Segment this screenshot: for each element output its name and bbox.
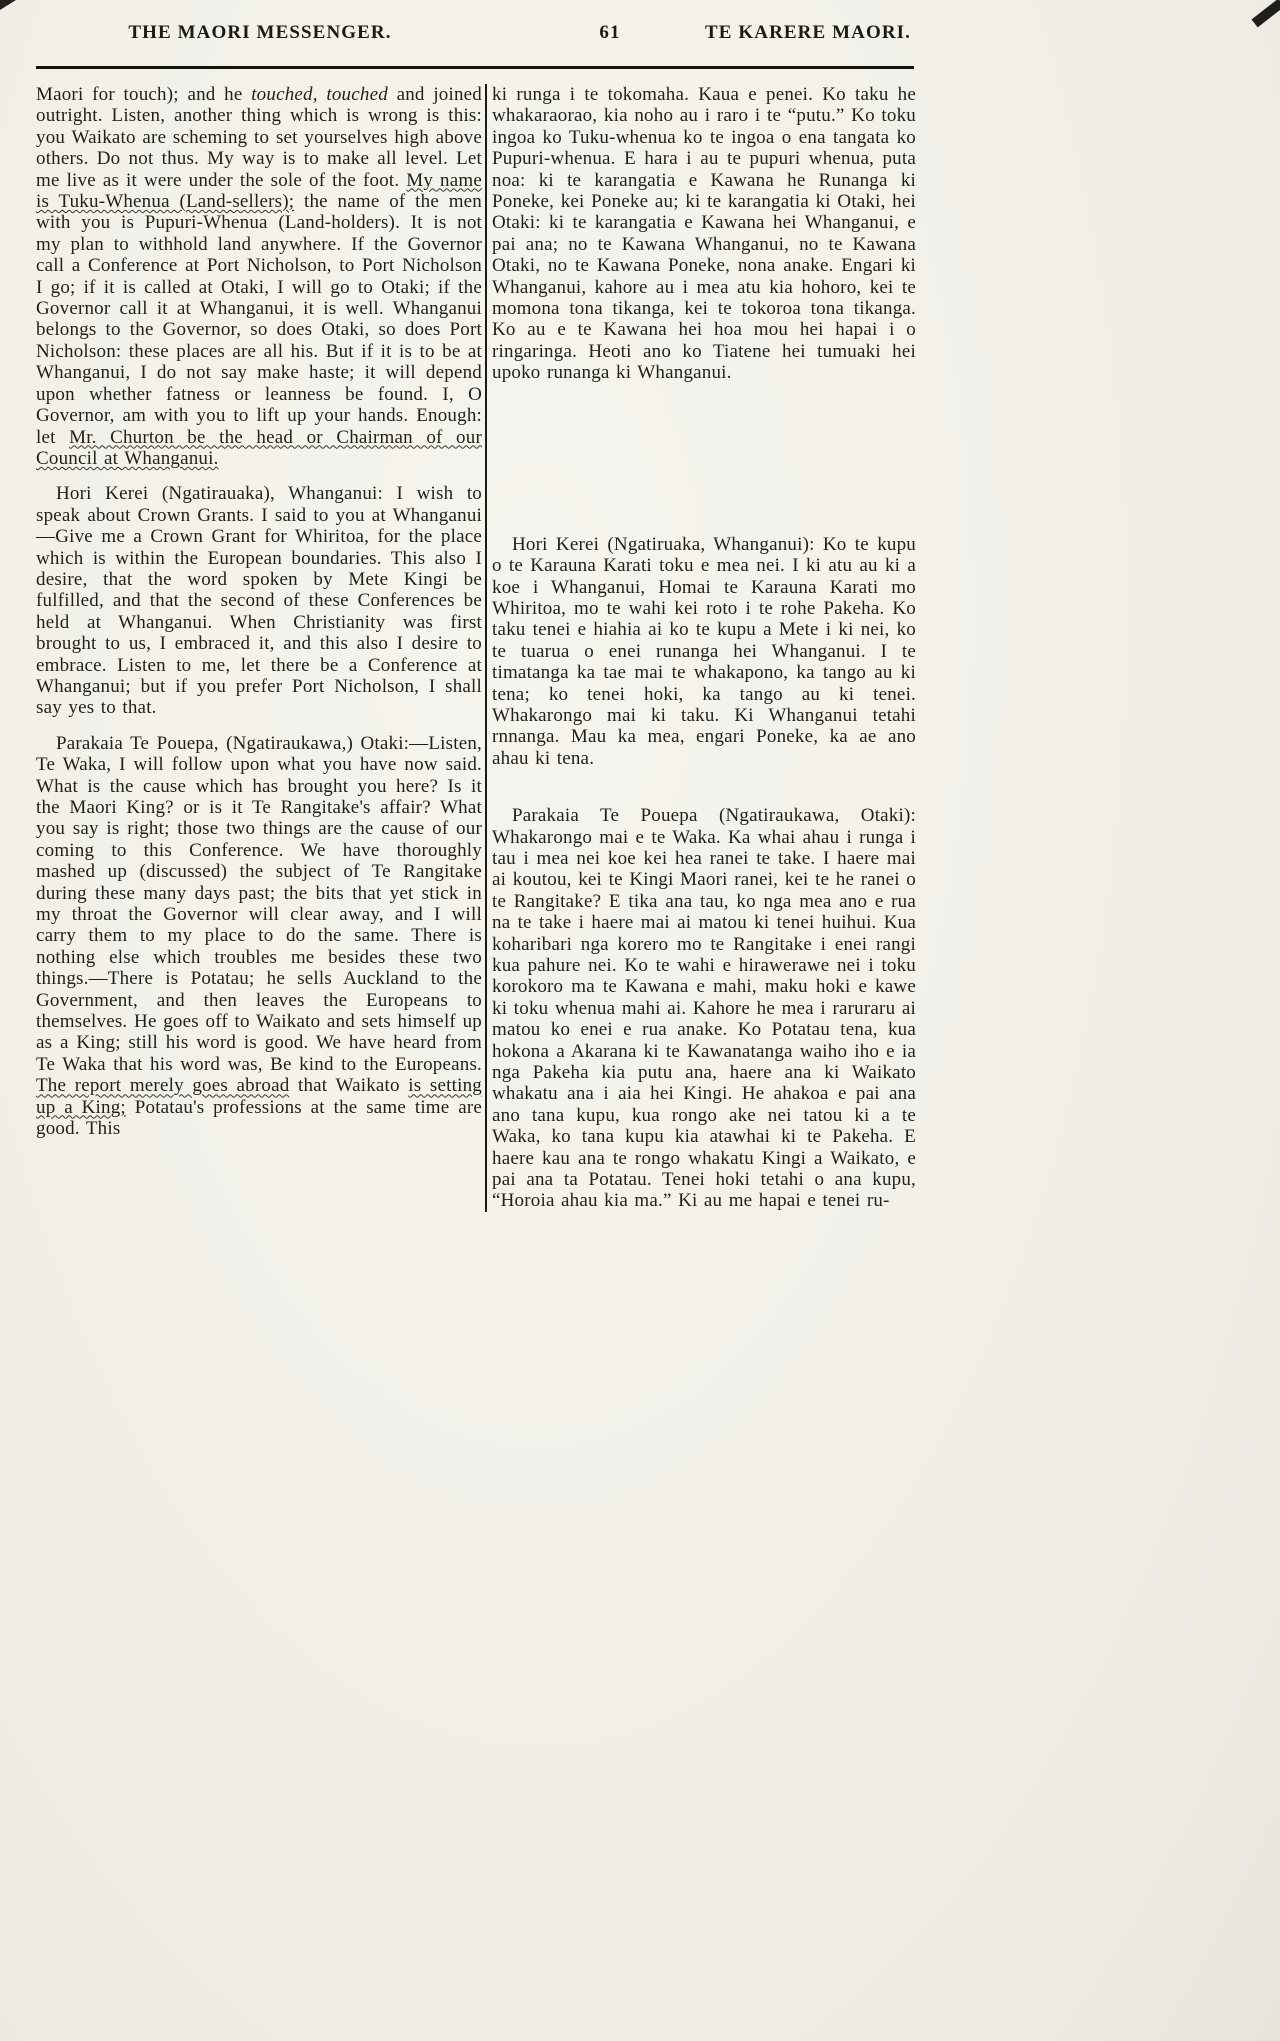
left-column-english <box>36 84 482 1212</box>
text-segment: ki runga i te tokomaha. Kaua e penei. Ko taku he whakaraorao, kia noho au i raro i te “putu.” Ko toku ingoa ko Tuku-whenua ko te ingoa o ena tangata ko Pupuri-whenua. E hara i au te pupuri whenua, puta noa: ki te karangatia e Kawana he Runanga ki Poneke, kei Poneke au; ki te karangatia ki Otaki, hei Otaki: ki te karangatia e Kawana hei Whanganui, e pai ana; no te Kawana Whanganui, no te Kawana Otaki, no te Kawana Poneke, nona anake. Engari ki Whanganui, kahore au i mea atu kia hohoro, kei te momona tona tikanga, kei te tokoroa tona tikanga. Ko au e te Kawana hei hoa mou hei hapai i o ringaringa. Heoti ano ko Tiatene hei tumuaki hei upoko runanga ki Whanganui. <box>492 84 916 384</box>
right-column-maori <box>492 84 916 1212</box>
page-number: 61 <box>599 22 621 43</box>
paragraph <box>36 84 482 469</box>
paragraph <box>36 733 482 1140</box>
paragraph <box>492 534 916 769</box>
text-segment: Parakaia Te Pouepa (Ngatiraukawa, Otaki): Whakarongo mai e te Waka. Ka whai ahau i runga i tau i mea nei koe kei hea ranei te take. I haere mai ai koutou, kei te Kingi Maori ranei, kei te he ranei o te Rangitake? E tika ana tau, ko nga mea ano e rua na te take i haere mai ai matou ki tenei huihui. Kua koharibari nga korero mo te Rangitake i enei rangi kua pahure nei. Ko te wahi e hirawerawe nei i toku korokoro ma te Kawana e mahi, maku hoki e kawe ki toku whenua mahi ai. Kahore he mea i raruraru ai matou ko enei e rua anake. Ko Potatau tena, kua hokona a Akarana ki te Kawanatanga waiho iho e ia nga Pakeha kia putu ana, haere ana ki Waikato whakatu ana i aia hei Kingi. He ahakoa e pai ana ano tana kupu, kua rongo ake nei tatou ki a te Waka, ko tana kupu kia atawhai ki te Pakeha. E haere kau ana te rongo whakatu Kingi a Waikato, e pai ana ta Potatau. Tenei hoki tetahi o ana kupu, “Horoia ahau kia ma.” Ki au me hapai e tenei ru- <box>492 805 916 1212</box>
paragraph <box>492 805 916 1212</box>
underlined-annotation-text: is setting up a King; <box>36 1075 482 1118</box>
masthead-left-title: THE MAORI MESSENGER. <box>128 22 392 43</box>
text-segment: Hori Kerei (Ngatiruaka, Whanganui): Ko te kupu o te Karauna Karati toku e mea nei. I ki atu au ki a koe i Whanganui, Homai te Karauna Karati mo Whiritoa, mo te wahi kei roto i te rohe Pakeha. Ko taku tenei e hiahia ai ko te kupu a Mete i ki nei, ko te tuarua o enei runanga hei Whanganui. I te timatanga ka tae mai te whakapono, ka tango au ki tena; ko tenei hoki, ka tango au ki tenei. Whakarongo mai ki taku. Ki Whanganui tetahi rnnanga. Mau ka mea, engari Poneke, ka ae ano ahau ki tena. <box>492 533 916 769</box>
text-segment: the name of the men with you is Pupuri-Whenua (Land-holders). It is not my plan to withhold land anywhere. If the Governor call a Conference at Port Nicholson, to Port Nicholson I go; if it is called at Otaki, I will go to Otaki; if the Governor call it at Whanganui, it is well. Whanganui belongs to the Governor, so does Otaki, so does Port Nicholson: these places are all his. But if it is to be at Whanganui, I do not say make haste; it will depend upon whether fatness or leanness be found. I, O Governor, am with you to lift up your hands. Enough: let <box>36 191 483 448</box>
scan-artifact-top-right <box>1252 0 1280 27</box>
text-segment: and joined outright. Listen, another thing which is wrong is this: you Waikato are scheming to set yourselves high above others. Do not thus. My way is to make all level. Let me live as it were under the sole of the foot. <box>36 84 483 191</box>
text-segment: Maori for touch); and he <box>36 84 252 105</box>
masthead <box>36 22 916 48</box>
scan-artifact-top-left <box>0 0 16 10</box>
text-segment: Parakaia Te Pouepa, (Ngatiraukawa,) Otaki:—Listen, Te Waka, I will follow upon what you have now said. What is the cause which has brought you here? Is it the Maori King? or is it Te Rangitake's affair? What you say is right; those two things are the cause of our coming to this Conference. We have thoroughly mashed up (discussed) the subject of Te Rangitake during these many days past; the bits that yet stick in my throat the Governor will clear away, and I will carry them to my place to do the same. There is nothing else which troubles me besides these two things.—There is Potatau; he sells Auckland to the Government, and then leaves the Europeans to themselves. He goes off to Waikato and sets himself up as a King; still his word is good. We have heard from Te Waka that his word was, Be kind to the Europeans. <box>36 732 482 1075</box>
text-segment: that Waikato <box>289 1075 409 1097</box>
underlined-annotation-text: Mr. Churton be the head or Chairman of our Council at Whanganui. <box>36 426 482 469</box>
underlined-annotation-text: The report merely goes abroad <box>36 1075 290 1097</box>
text-columns <box>36 84 916 1212</box>
paragraph <box>492 84 916 384</box>
paragraph <box>36 483 482 718</box>
text-segment: Potatau's professions at the same time are good. This <box>36 1096 482 1140</box>
column-divider-rule <box>485 84 487 1212</box>
text-segment: Hori Kerei (Ngatirauaka), Whanganui: I wish to speak about Crown Grants. I said to you at Whanganui—Give me a Crown Grant for Whiritoa, for the place which is within the European boundaries. This also I desire, that the word spoken by Mete Kingi be fulfilled, and that the second of these Conferences be held at Whanganui. When Christianity was first brought to us, I embraced it, and this also I desire to embrace. Listen to me, let there be a Conference at Whanganui; but if you prefer Port Nicholson, I shall say yes to that. <box>36 483 482 719</box>
masthead-right-title: TE KARERE MAORI. <box>704 22 912 43</box>
underlined-annotation-text: My name is Tuku-Whenua (Land-sellers); <box>36 169 483 213</box>
header-rule <box>36 66 914 69</box>
italic-text: touched, touched <box>251 84 388 105</box>
